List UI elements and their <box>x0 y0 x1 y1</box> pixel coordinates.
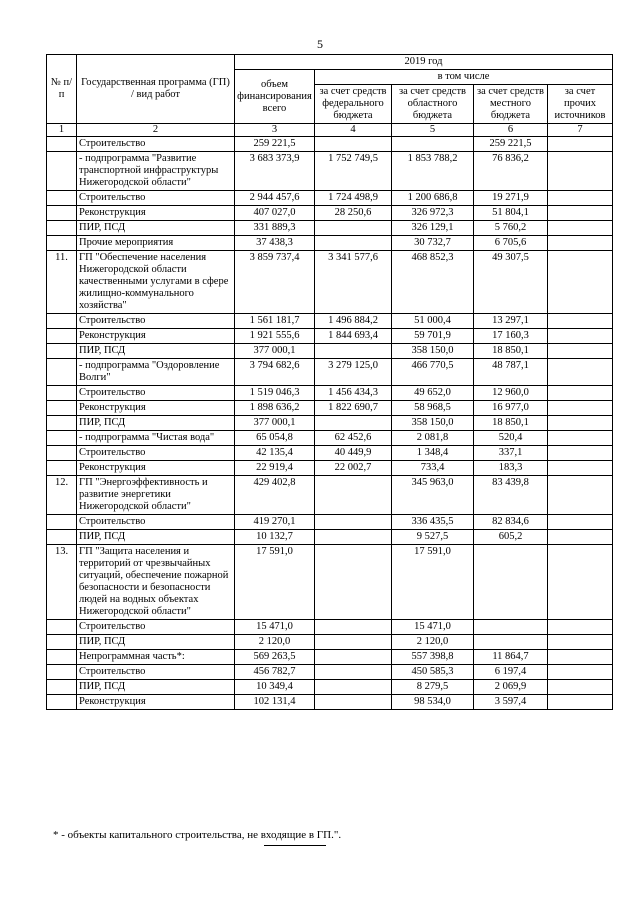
row-name: - подпрограмма "Чистая вода" <box>77 431 235 446</box>
row-number <box>47 620 77 635</box>
page-number: 5 <box>317 37 323 51</box>
header-total: объем финансирования всего <box>235 70 315 124</box>
cell-total: 42 135,4 <box>235 446 315 461</box>
table-row <box>47 545 613 620</box>
cell-total: 1 519 046,3 <box>235 386 315 401</box>
table-row <box>47 191 613 206</box>
cell-local: 18 850,1 <box>474 344 548 359</box>
cell-federal: 1 752 749,5 <box>315 152 392 191</box>
column-number: 4 <box>315 124 392 137</box>
row-name: - подпрограмма "Оздоровление Волги" <box>77 359 235 386</box>
cell-local <box>474 635 548 650</box>
cell-local: 605,2 <box>474 530 548 545</box>
cell-local: 12 960,0 <box>474 386 548 401</box>
cell-regional: 450 585,3 <box>392 665 474 680</box>
row-name: Строительство <box>77 386 235 401</box>
cell-federal <box>315 650 392 665</box>
cell-total: 2 120,0 <box>235 635 315 650</box>
column-number: 5 <box>392 124 474 137</box>
cell-local: 49 307,5 <box>474 251 548 314</box>
cell-regional: 17 591,0 <box>392 545 474 620</box>
row-name: ПИР, ПСД <box>77 680 235 695</box>
cell-federal <box>315 236 392 251</box>
cell-regional: 49 652,0 <box>392 386 474 401</box>
table-row <box>47 386 613 401</box>
cell-other <box>548 620 613 635</box>
row-number <box>47 635 77 650</box>
row-name: ПИР, ПСД <box>77 344 235 359</box>
table-row <box>47 251 613 314</box>
table-row <box>47 695 613 710</box>
cell-local: 337,1 <box>474 446 548 461</box>
cell-other <box>548 152 613 191</box>
row-name: Реконструкция <box>77 695 235 710</box>
cell-total: 37 438,3 <box>235 236 315 251</box>
cell-total: 407 027,0 <box>235 206 315 221</box>
row-name: ГП "Защита населения и территорий от чрезвычайных ситуаций, обеспечение пожарной безопасности и безопасности людей на водных объектах Нижегородской области" <box>77 545 235 620</box>
cell-local: 19 271,9 <box>474 191 548 206</box>
cell-other <box>548 665 613 680</box>
cell-regional: 15 471,0 <box>392 620 474 635</box>
cell-total: 1 898 636,2 <box>235 401 315 416</box>
cell-other <box>548 221 613 236</box>
cell-federal <box>315 620 392 635</box>
cell-total: 3 859 737,4 <box>235 251 315 314</box>
row-name: Строительство <box>77 620 235 635</box>
row-number <box>47 461 77 476</box>
cell-other <box>548 530 613 545</box>
row-number <box>47 329 77 344</box>
table-row <box>47 530 613 545</box>
cell-total: 569 263,5 <box>235 650 315 665</box>
cell-total: 377 000,1 <box>235 344 315 359</box>
table-row <box>47 620 613 635</box>
cell-federal: 28 250,6 <box>315 206 392 221</box>
cell-local: 6 197,4 <box>474 665 548 680</box>
cell-other <box>548 461 613 476</box>
cell-local: 17 160,3 <box>474 329 548 344</box>
cell-regional: 9 527,5 <box>392 530 474 545</box>
column-number: 3 <box>235 124 315 137</box>
row-name: Строительство <box>77 314 235 329</box>
row-name: Строительство <box>77 515 235 530</box>
cell-regional: 59 701,9 <box>392 329 474 344</box>
row-name: Реконструкция <box>77 329 235 344</box>
cell-local: 82 834,6 <box>474 515 548 530</box>
cell-federal: 3 341 577,6 <box>315 251 392 314</box>
row-name: ГП "Обеспечение населения Нижегородской области качественными услугами в сфере жилищно-коммунального хозяйства" <box>77 251 235 314</box>
row-name: Строительство <box>77 665 235 680</box>
cell-other <box>548 329 613 344</box>
row-number: 12. <box>47 476 77 515</box>
row-number <box>47 314 77 329</box>
cell-local: 76 836,2 <box>474 152 548 191</box>
cell-local: 183,3 <box>474 461 548 476</box>
row-number <box>47 386 77 401</box>
cell-regional: 358 150,0 <box>392 344 474 359</box>
footnote-underline <box>264 845 326 846</box>
cell-total: 10 349,4 <box>235 680 315 695</box>
row-number <box>47 446 77 461</box>
table-row <box>47 476 613 515</box>
cell-regional <box>392 137 474 152</box>
table-row <box>47 665 613 680</box>
header-local: за счет средств местного бюджета <box>474 85 548 124</box>
cell-local: 16 977,0 <box>474 401 548 416</box>
cell-local: 3 597,4 <box>474 695 548 710</box>
row-name: Реконструкция <box>77 401 235 416</box>
cell-total: 17 591,0 <box>235 545 315 620</box>
cell-total: 10 132,7 <box>235 530 315 545</box>
cell-federal <box>315 515 392 530</box>
cell-other <box>548 401 613 416</box>
footnote: * - объекты капитального строительства, не входящие в ГП.". <box>53 829 342 841</box>
row-name: Строительство <box>77 191 235 206</box>
cell-local: 83 439,8 <box>474 476 548 515</box>
cell-total: 2 944 457,6 <box>235 191 315 206</box>
cell-local: 51 804,1 <box>474 206 548 221</box>
cell-other <box>548 680 613 695</box>
table-row <box>47 329 613 344</box>
cell-federal <box>315 695 392 710</box>
cell-other <box>548 251 613 314</box>
row-number <box>47 530 77 545</box>
cell-federal <box>315 545 392 620</box>
cell-regional: 466 770,5 <box>392 359 474 386</box>
cell-local: 48 787,1 <box>474 359 548 386</box>
table-row <box>47 344 613 359</box>
table-row <box>47 359 613 386</box>
table-row <box>47 314 613 329</box>
table-row <box>47 446 613 461</box>
cell-other <box>548 695 613 710</box>
row-name: Непрограммная часть*: <box>77 650 235 665</box>
table-row <box>47 137 613 152</box>
row-number <box>47 137 77 152</box>
cell-local: 11 864,7 <box>474 650 548 665</box>
cell-regional: 1 853 788,2 <box>392 152 474 191</box>
row-number <box>47 650 77 665</box>
row-number: 11. <box>47 251 77 314</box>
table-body <box>47 137 613 710</box>
cell-regional: 468 852,3 <box>392 251 474 314</box>
cell-other <box>548 431 613 446</box>
row-name: Реконструкция <box>77 461 235 476</box>
row-name: Реконструкция <box>77 206 235 221</box>
cell-federal: 62 452,6 <box>315 431 392 446</box>
cell-federal <box>315 635 392 650</box>
cell-other <box>548 446 613 461</box>
column-number: 6 <box>474 124 548 137</box>
cell-federal <box>315 680 392 695</box>
cell-regional: 1 348,4 <box>392 446 474 461</box>
header-other: за счет прочих источников <box>548 85 613 124</box>
table-row <box>47 152 613 191</box>
table-row <box>47 401 613 416</box>
cell-other <box>548 314 613 329</box>
cell-other <box>548 206 613 221</box>
cell-regional: 557 398,8 <box>392 650 474 665</box>
cell-local: 6 705,6 <box>474 236 548 251</box>
table-row <box>47 416 613 431</box>
cell-federal <box>315 416 392 431</box>
cell-regional: 326 129,1 <box>392 221 474 236</box>
cell-other <box>548 545 613 620</box>
cell-regional: 2 120,0 <box>392 635 474 650</box>
cell-total: 429 402,8 <box>235 476 315 515</box>
cell-local: 2 069,9 <box>474 680 548 695</box>
table-row <box>47 515 613 530</box>
cell-federal: 22 002,7 <box>315 461 392 476</box>
row-number <box>47 401 77 416</box>
row-name: ПИР, ПСД <box>77 530 235 545</box>
row-number <box>47 431 77 446</box>
cell-other <box>548 359 613 386</box>
cell-local: 18 850,1 <box>474 416 548 431</box>
cell-federal <box>315 665 392 680</box>
cell-federal: 3 279 125,0 <box>315 359 392 386</box>
table-row <box>47 236 613 251</box>
cell-local <box>474 620 548 635</box>
cell-regional: 51 000,4 <box>392 314 474 329</box>
header-federal: за счет средств федерального бюджета <box>315 85 392 124</box>
column-number: 2 <box>77 124 235 137</box>
table-row <box>47 635 613 650</box>
header-year: 2019 год <box>235 55 613 70</box>
cell-local: 5 760,2 <box>474 221 548 236</box>
cell-total: 1 921 555,6 <box>235 329 315 344</box>
row-number <box>47 359 77 386</box>
cell-federal: 1 496 884,2 <box>315 314 392 329</box>
table-row <box>47 650 613 665</box>
row-number <box>47 344 77 359</box>
cell-total: 3 794 682,6 <box>235 359 315 386</box>
cell-other <box>548 344 613 359</box>
row-name: ПИР, ПСД <box>77 635 235 650</box>
cell-other <box>548 191 613 206</box>
cell-total: 259 221,5 <box>235 137 315 152</box>
cell-regional: 358 150,0 <box>392 416 474 431</box>
cell-regional: 336 435,5 <box>392 515 474 530</box>
cell-local: 259 221,5 <box>474 137 548 152</box>
row-name: ПИР, ПСД <box>77 221 235 236</box>
header-regional: за счет средств областного бюджета <box>392 85 474 124</box>
header-including: в том числе <box>315 70 613 85</box>
table-row <box>47 431 613 446</box>
row-name: ПИР, ПСД <box>77 416 235 431</box>
cell-local: 13 297,1 <box>474 314 548 329</box>
cell-other <box>548 416 613 431</box>
row-number <box>47 191 77 206</box>
cell-total: 1 561 181,7 <box>235 314 315 329</box>
cell-total: 331 889,3 <box>235 221 315 236</box>
cell-total: 419 270,1 <box>235 515 315 530</box>
row-number <box>47 221 77 236</box>
cell-other <box>548 635 613 650</box>
cell-federal: 1 456 434,3 <box>315 386 392 401</box>
cell-other <box>548 137 613 152</box>
row-number <box>47 515 77 530</box>
row-number <box>47 680 77 695</box>
row-number <box>47 665 77 680</box>
table-row <box>47 461 613 476</box>
column-number: 1 <box>47 124 77 137</box>
cell-federal <box>315 221 392 236</box>
cell-regional: 733,4 <box>392 461 474 476</box>
cell-regional: 345 963,0 <box>392 476 474 515</box>
cell-other <box>548 476 613 515</box>
cell-federal: 1 822 690,7 <box>315 401 392 416</box>
cell-federal: 40 449,9 <box>315 446 392 461</box>
cell-federal <box>315 137 392 152</box>
cell-regional: 326 972,3 <box>392 206 474 221</box>
cell-local <box>474 545 548 620</box>
row-name: Строительство <box>77 137 235 152</box>
cell-federal <box>315 530 392 545</box>
cell-federal <box>315 476 392 515</box>
row-name: ГП "Энергоэффективность и развитие энергетики Нижегородской области" <box>77 476 235 515</box>
cell-regional: 2 081,8 <box>392 431 474 446</box>
cell-other <box>548 650 613 665</box>
cell-federal: 1 844 693,4 <box>315 329 392 344</box>
table-row <box>47 206 613 221</box>
cell-regional: 58 968,5 <box>392 401 474 416</box>
cell-regional: 1 200 686,8 <box>392 191 474 206</box>
row-name: - подпрограмма "Развитие транспортной инфраструктуры Нижегородской области" <box>77 152 235 191</box>
cell-total: 15 471,0 <box>235 620 315 635</box>
cell-total: 102 131,4 <box>235 695 315 710</box>
header-num: № п/ п <box>47 55 77 124</box>
cell-total: 22 919,4 <box>235 461 315 476</box>
cell-other <box>548 236 613 251</box>
row-number: 13. <box>47 545 77 620</box>
row-name: Строительство <box>77 446 235 461</box>
cell-total: 377 000,1 <box>235 416 315 431</box>
row-number <box>47 206 77 221</box>
cell-federal <box>315 344 392 359</box>
cell-total: 456 782,7 <box>235 665 315 680</box>
cell-local: 520,4 <box>474 431 548 446</box>
cell-other <box>548 515 613 530</box>
row-number <box>47 695 77 710</box>
row-name: Прочие мероприятия <box>77 236 235 251</box>
row-number <box>47 152 77 191</box>
table-row <box>47 680 613 695</box>
cell-total: 3 683 373,9 <box>235 152 315 191</box>
row-number <box>47 236 77 251</box>
cell-other <box>548 386 613 401</box>
column-number: 7 <box>548 124 613 137</box>
cell-total: 65 054,8 <box>235 431 315 446</box>
cell-regional: 8 279,5 <box>392 680 474 695</box>
cell-federal: 1 724 498,9 <box>315 191 392 206</box>
budget-table <box>46 54 613 710</box>
row-number <box>47 416 77 431</box>
table-row <box>47 221 613 236</box>
cell-regional: 30 732,7 <box>392 236 474 251</box>
column-numbers-row <box>47 124 613 137</box>
header-program: Государственная программа (ГП) / вид работ <box>77 55 235 124</box>
cell-regional: 98 534,0 <box>392 695 474 710</box>
